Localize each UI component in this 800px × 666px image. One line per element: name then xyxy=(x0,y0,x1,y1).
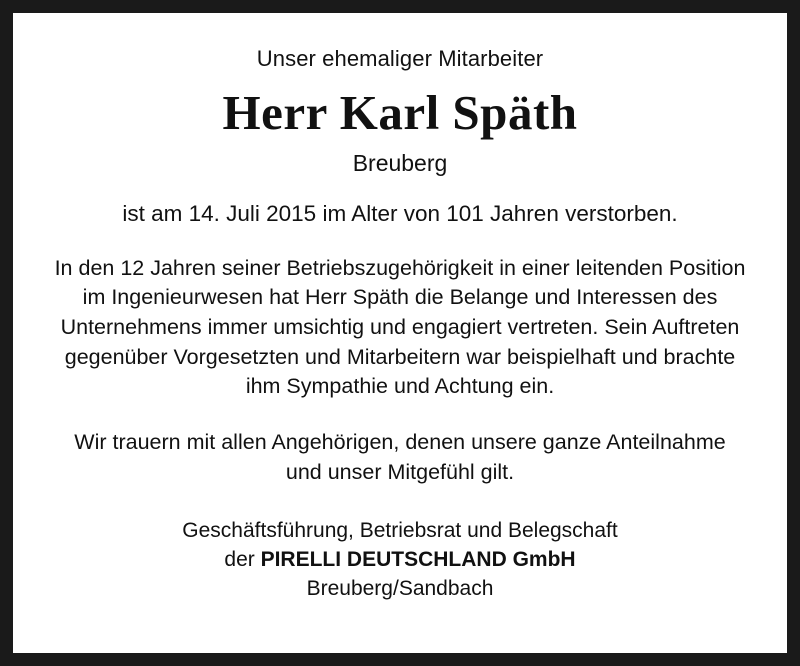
signature-company-line xyxy=(47,546,753,575)
signature-line-one: Geschäftsführung, Betriebsrat und Belegschaft xyxy=(182,519,618,543)
deceased-place: Breuberg xyxy=(352,149,448,176)
signature-prefix: der xyxy=(224,548,261,572)
signature-company-name: PIRELLI DEUTSCHLAND GmbH xyxy=(260,548,576,572)
deceased-name: Herr Karl Späth xyxy=(222,84,578,140)
signature-location: Breuberg/Sandbach xyxy=(306,577,494,601)
death-date-line: ist am 14. Juli 2015 im Alter von 101 Jahren verstorben. xyxy=(122,200,678,226)
signature-block xyxy=(47,517,753,604)
intro-line: Unser ehemaliger Mitarbeiter xyxy=(256,46,544,71)
condolence-paragraph: Wir trauern mit allen Angehörigen, denen unsere ganze Anteilnahme und unser Mitgefühl gilt. xyxy=(74,429,726,484)
tribute-paragraph: In den 12 Jahren seiner Betriebszugehörigkeit in einer leitenden Position im Ingenieurwesen hat Herr Späth die Belange und Interessen des Unternehmens immer umsichtig und engagiert vertreten. Sein Auftreten gegenüber Vorgesetzten und Mitarbeitern war beispielhaft und brachte ihm Sympathie und Achtung ein. xyxy=(54,255,746,399)
